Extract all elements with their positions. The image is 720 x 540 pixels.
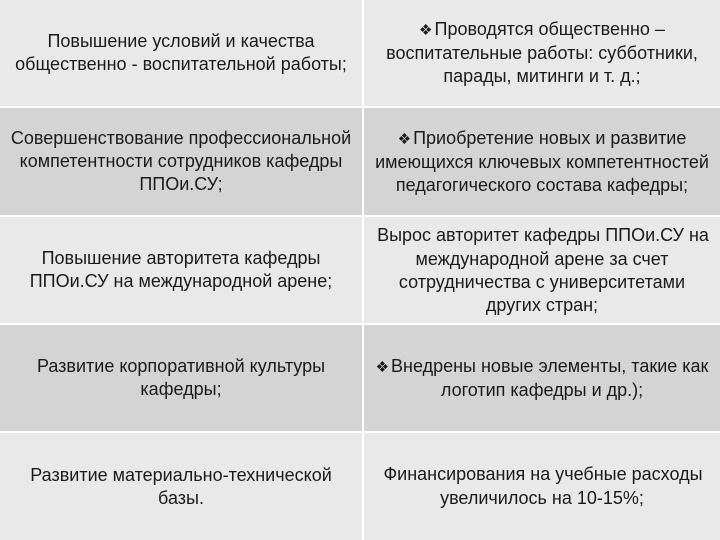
goal-cell: [0, 217, 362, 323]
result-text: Вырос авторитет кафедры ППОи.СУ на международной арене за счет сотрудничества с университетами других стран;: [377, 224, 709, 315]
table-row: [0, 325, 720, 431]
result-text: Приобретение новых и развитие имеющихся ключевых компетентностей педагогического состава кафедры;: [375, 127, 709, 195]
table-row: [0, 108, 720, 215]
result-text: Проводятся общественно – воспитательные работы: субботники, парады, митинги и т. д.;: [386, 19, 698, 86]
result-cell: [362, 325, 720, 431]
goal-text: Совершенствование профессиональной компетентности сотрудников кафедры ППОи.СУ;: [10, 128, 352, 194]
diamond-bullet-icon: ❖: [375, 358, 390, 376]
table-row: [0, 433, 720, 540]
table-row: [0, 0, 720, 106]
result-cell: [362, 108, 720, 215]
goal-text: Развитие материально-технической базы.: [30, 464, 332, 508]
result-text: Финансирования на учебные расходы увеличилось на 10-15%;: [383, 464, 703, 508]
result-cell: [362, 217, 720, 323]
result-text: Внедрены новые элементы, такие как логотип кафедры и др.);: [391, 355, 709, 400]
result-cell: [362, 433, 720, 540]
diamond-bullet-icon: ❖: [419, 22, 433, 39]
goal-cell: [0, 433, 362, 540]
result-cell: [362, 0, 720, 106]
goal-cell: [0, 108, 362, 215]
table-row: [0, 217, 720, 323]
diamond-bullet-icon: ❖: [397, 130, 412, 148]
goal-text: Развитие корпоративной культуры кафедры;: [36, 356, 326, 399]
goal-cell: [0, 325, 362, 431]
goal-text: Повышение условий и качества общественно - воспитательной работы;: [15, 31, 347, 74]
goal-cell: [0, 0, 362, 106]
goal-text: Повышение авторитета кафедры ППОи.СУ на международной арене;: [29, 248, 333, 291]
